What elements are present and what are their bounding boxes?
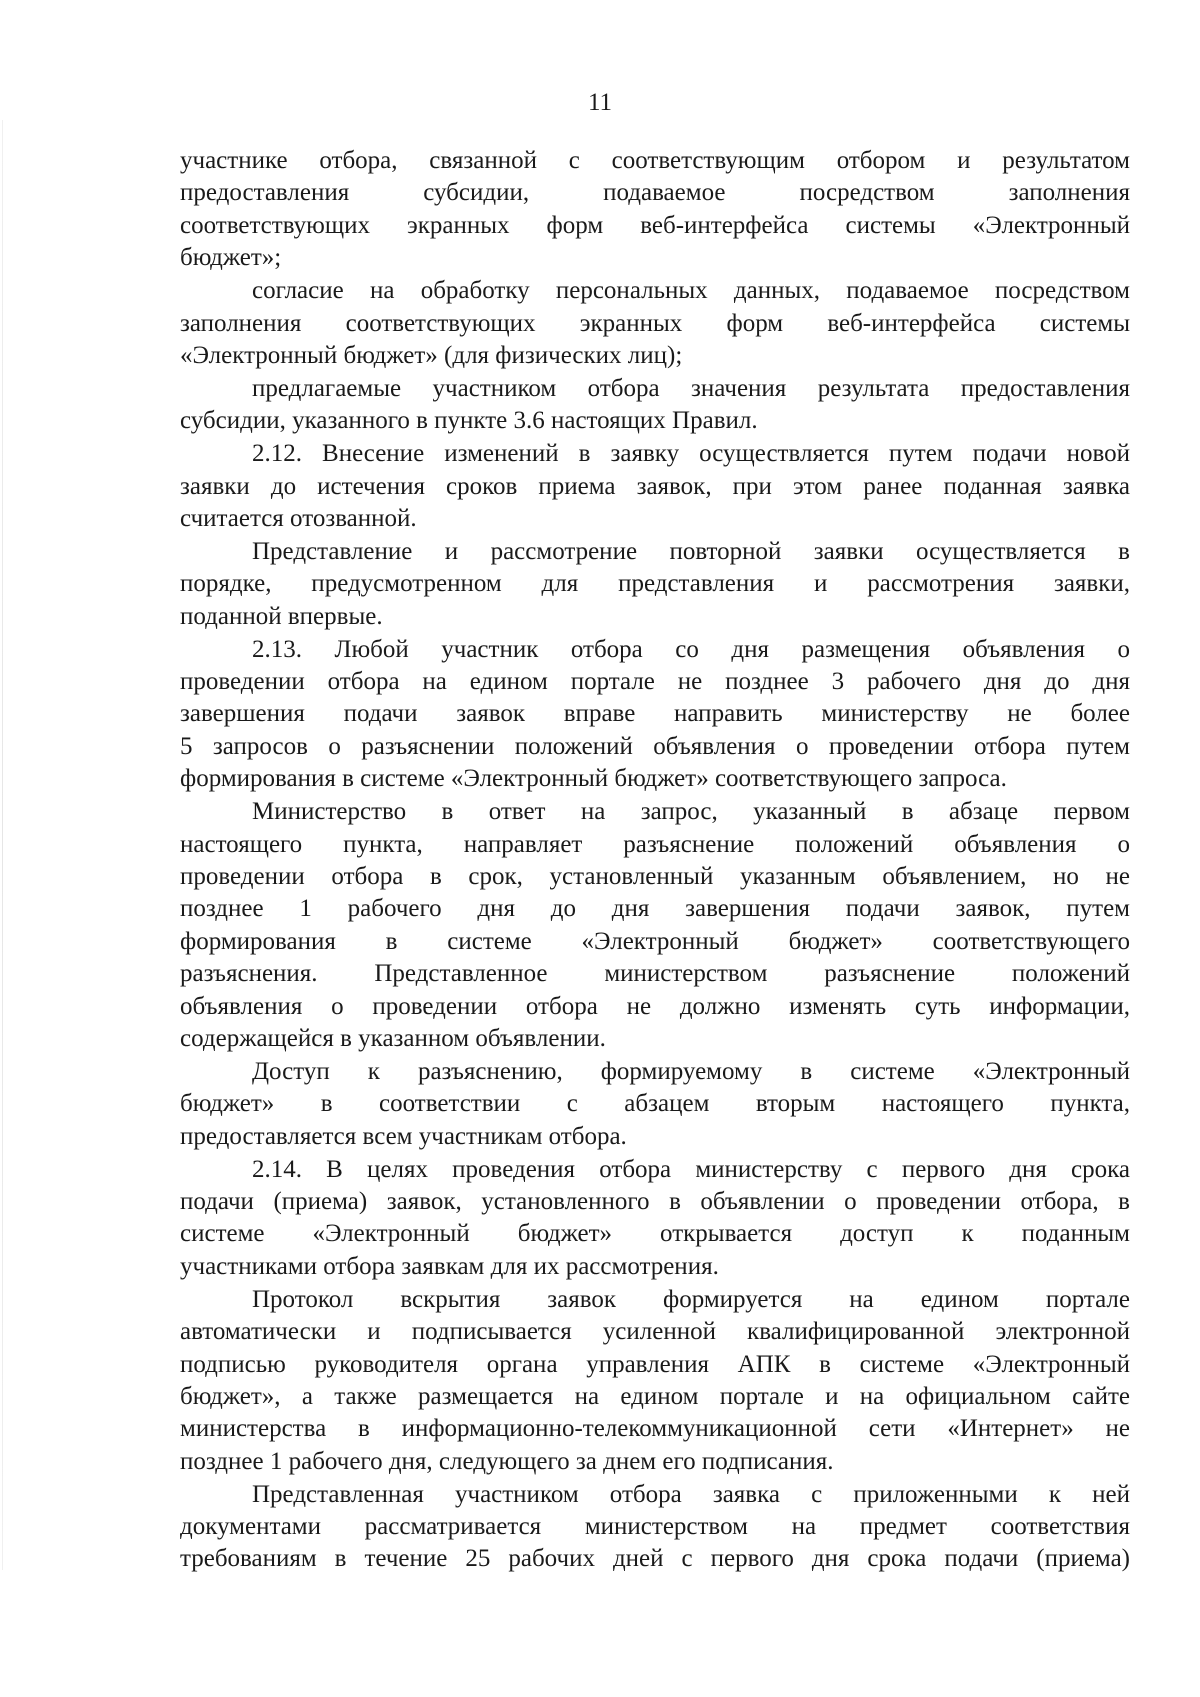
cont-applicant-info-line: бюджет»; [180, 244, 282, 272]
opening-protocol-line: позднее 1 рабочего дня, следующего за днем его подписания. [180, 1447, 834, 1475]
proposed-result-values-line: субсидии, указанного в пункте 3.6 настоящих Правил. [180, 407, 758, 435]
ministry-response-line: Министерство в ответ на запрос, указанный в абзаце первом [252, 798, 1130, 826]
application-review-line: требованиям в течение 25 рабочих дней с первого дня срока подачи (приема) [180, 1545, 1130, 1573]
repeat-application-line: Представление и рассмотрение повторной заявки осуществляется в [252, 537, 1130, 565]
clause-2-13-line: формирования в системе «Электронный бюджет» соответствующего запроса. [180, 765, 1007, 793]
scan-edge-shadow [2, 120, 3, 1570]
ministry-response-line: объявления о проведении отбора не должно изменять суть информации, [180, 992, 1130, 1020]
cont-applicant-info-line: соответствующих экранных форм веб-интерфейса системы «Электронный [180, 211, 1130, 239]
opening-protocol-line: бюджет», а также размещается на едином портале и на официальном сайте [180, 1382, 1130, 1410]
proposed-result-values-line: предлагаемые участником отбора значения результата предоставления [252, 374, 1130, 402]
consent-personal-data-line: «Электронный бюджет» (для физических лиц); [180, 341, 683, 369]
clause-2-13-line: 2.13. Любой участник отбора со дня размещения объявления о [252, 635, 1130, 663]
clause-2-14-line: участниками отбора заявкам для их рассмотрения. [180, 1252, 719, 1280]
clause-2-12-line: считается отозванной. [180, 504, 417, 532]
application-review-line: Представленная участником отбора заявка с приложенными к ней [252, 1480, 1130, 1508]
ministry-response-line: разъяснения. Представленное министерством разъяснение положений [180, 960, 1130, 988]
clarification-access-line: бюджет» в соответствии с абзацем вторым настоящего пункта, [180, 1090, 1130, 1118]
opening-protocol-line: автоматически и подписывается усиленной квалифицированной электронной [180, 1318, 1130, 1346]
opening-protocol-line: министерства в информационно-телекоммуникационной сети «Интернет» не [180, 1415, 1130, 1443]
ministry-response-line: содержащейся в указанном объявлении. [180, 1024, 606, 1052]
cont-applicant-info-line: участнике отбора, связанной с соответствующим отбором и результатом [180, 147, 1130, 174]
clause-2-14-line: системе «Электронный бюджет» открывается доступ к поданным [180, 1220, 1130, 1248]
ministry-response-line: позднее 1 рабочего дня до дня завершения подачи заявок, путем [180, 895, 1130, 923]
clause-2-14-line: подачи (приема) заявок, установленного в объявлении о проведении отбора, в [180, 1188, 1130, 1215]
repeat-application-line: порядке, предусмотренном для представления и рассмотрения заявки, [180, 570, 1130, 598]
application-review-line: документами рассматривается министерством на предмет соответствия [180, 1513, 1130, 1541]
consent-personal-data-line: заполнения соответствующих экранных форм веб-интерфейса системы [180, 309, 1130, 337]
clarification-access-line: Доступ к разъяснению, формируемому в системе «Электронный [252, 1057, 1130, 1085]
ministry-response-line: формирования в системе «Электронный бюджет» соответствующего [180, 927, 1130, 955]
repeat-application-line: поданной впервые. [180, 602, 383, 630]
page-number: 11 [587, 89, 613, 116]
opening-protocol-line: подписью руководителя органа управления АПК в системе «Электронный [180, 1350, 1130, 1378]
clause-2-13-line: 5 запросов о разъяснении положений объявления о проведении отбора путем [180, 732, 1130, 760]
body-text [180, 145, 1130, 1576]
ministry-response-line: настоящего пункта, направляет разъяснение положений объявления о [180, 830, 1130, 858]
clause-2-12-line: заявки до истечения сроков приема заявок, при этом ранее поданная заявка [180, 472, 1130, 500]
clarification-access-line: предоставляется всем участникам отбора. [180, 1122, 627, 1150]
clause-2-12-line: 2.12. Внесение изменений в заявку осуществляется путем подачи новой [252, 440, 1130, 468]
consent-personal-data-line: согласие на обработку персональных данных, подаваемое посредством [252, 277, 1130, 305]
cont-applicant-info-line: предоставления субсидии, подаваемое посредством заполнения [180, 179, 1130, 207]
clause-2-13-line: проведении отбора на едином портале не позднее 3 рабочего дня до дня [180, 668, 1130, 695]
clause-2-14-line: 2.14. В целях проведения отбора министерству с первого дня срока [252, 1155, 1130, 1183]
opening-protocol-line: Протокол вскрытия заявок формируется на едином портале [252, 1285, 1130, 1313]
clause-2-13-line: завершения подачи заявок вправе направить министерству не более [180, 700, 1130, 728]
ministry-response-line: проведении отбора в срок, установленный указанным объявлением, но не [180, 862, 1130, 890]
